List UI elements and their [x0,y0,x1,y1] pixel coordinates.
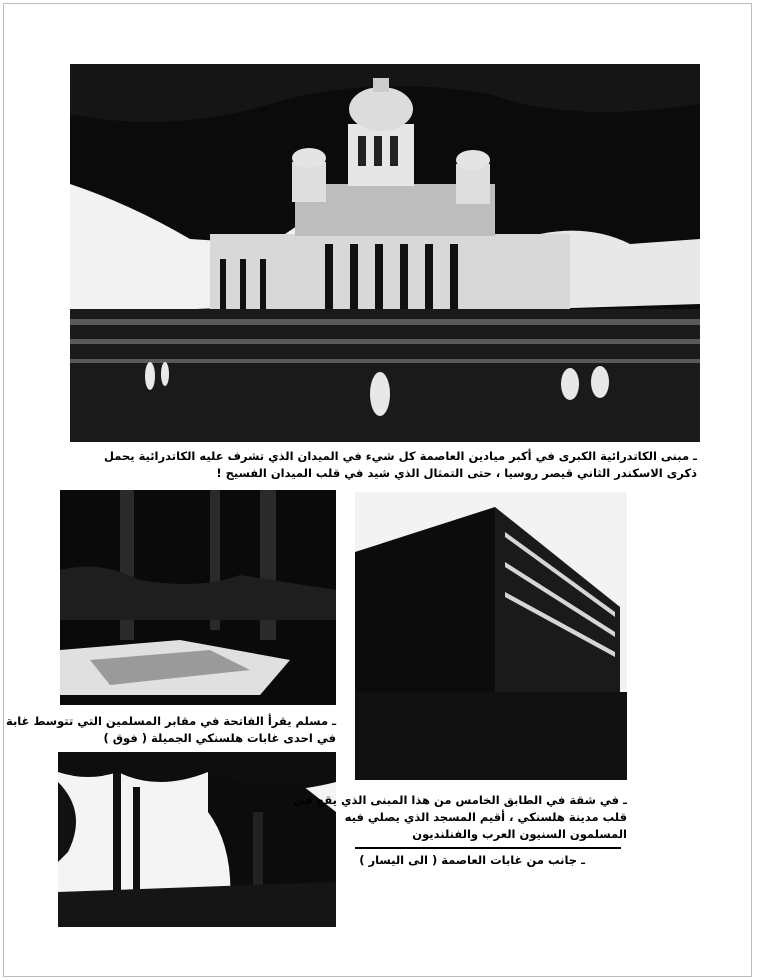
forest-caption-line1: ـ جانب من غابات العاصمة ( الى اليسار ) [359,853,585,867]
cathedral-photo [70,64,700,442]
building-caption-line1: ـ في شقة في الطابق الخامس من هذا المبنى الذي يقع في [293,793,627,807]
cemetery-caption-line1: ـ مسلم يقرأ الفاتحة في مقابر المسلمين التي تتوسط غابة [6,714,336,728]
building-caption-line3: المسلمون السنيون العرب والفنلنديون [412,827,627,841]
cemetery-caption-line2: في احدى غابات هلسنكي الجميلة ( فوق ) [103,731,336,745]
forest-caption [355,852,585,869]
forest-photo [58,752,336,927]
building-caption [293,792,627,843]
building-photo [355,492,627,780]
caption-divider [355,847,621,849]
cathedral-caption [67,448,697,482]
building-caption-line2: قلب مدينة هلسنكي ، أقيم المسجد الذي يصلي فيه [344,810,627,824]
cemetery-caption [6,713,336,747]
cemetery-photo [60,490,336,705]
cathedral-caption-line1: ـ مبنى الكاتدرائية الكبرى في أكبر ميادين العاصمة كل شيء في الميدان الذي تشرف عليه الكاتدرائية يحمل [103,449,697,463]
cathedral-caption-line2: ذكرى الاسكندر الثاني قيصر روسيا ، حتى التمثال الذي شيد في قلب الميدان الفسيح ! [216,466,697,480]
